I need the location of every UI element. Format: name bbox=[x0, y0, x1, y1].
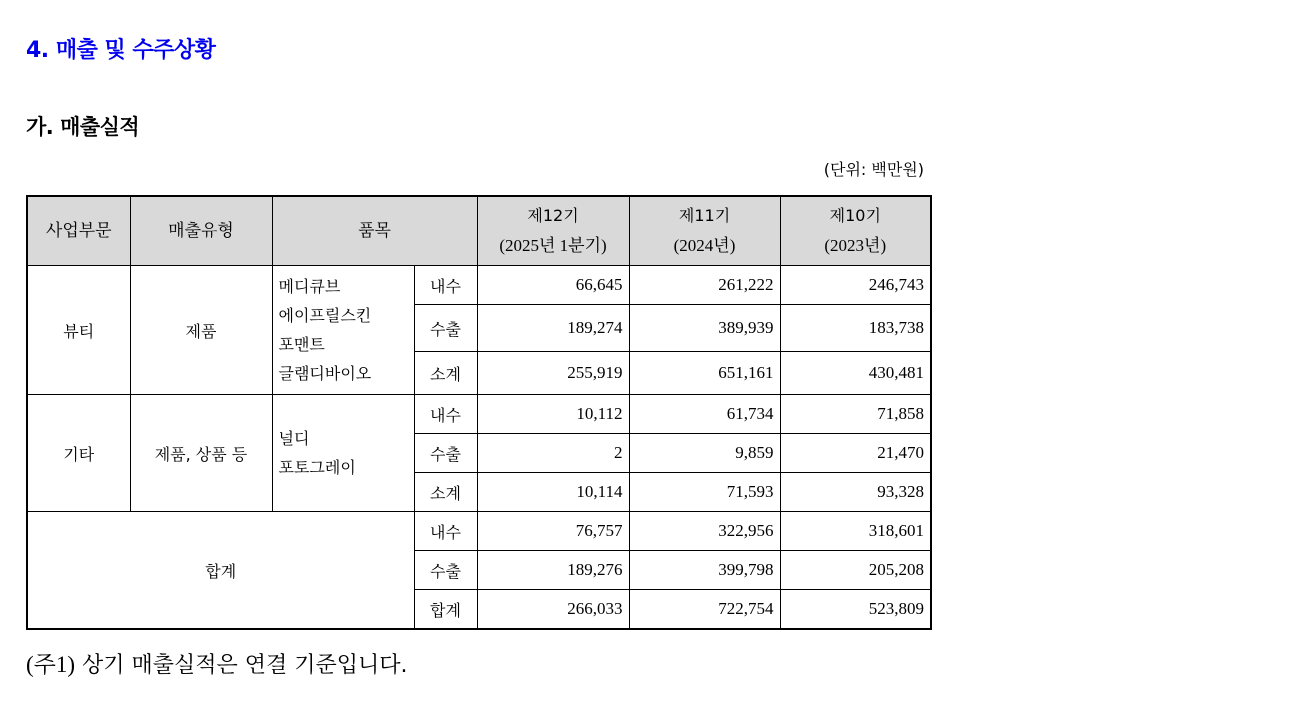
value-cell: 9,859 bbox=[629, 434, 780, 473]
header-period-11 bbox=[629, 196, 780, 266]
value-cell: 266,033 bbox=[477, 590, 629, 630]
table-row bbox=[27, 512, 931, 551]
value-cell: 21,470 bbox=[780, 434, 931, 473]
row-type: 수출 bbox=[414, 305, 477, 352]
header-segment: 사업부문 bbox=[27, 196, 130, 266]
header-period-12-sub: (2025년 1분기) bbox=[499, 236, 607, 255]
value-cell: 71,858 bbox=[780, 395, 931, 434]
value-cell: 183,738 bbox=[780, 305, 931, 352]
table-row bbox=[27, 395, 931, 434]
value-cell: 76,757 bbox=[477, 512, 629, 551]
value-cell: 93,328 bbox=[780, 473, 931, 512]
subsection-title: 가. 매출실적 bbox=[26, 115, 140, 139]
value-cell: 722,754 bbox=[629, 590, 780, 630]
value-cell: 205,208 bbox=[780, 551, 931, 590]
segment-beauty: 뷰티 bbox=[27, 266, 130, 395]
row-type: 내수 bbox=[414, 395, 477, 434]
value-cell: 246,743 bbox=[780, 266, 931, 305]
item-name: 널디 bbox=[278, 429, 310, 448]
item-name: 메디큐브 bbox=[278, 277, 341, 296]
value-cell: 71,593 bbox=[629, 473, 780, 512]
row-type: 소계 bbox=[414, 473, 477, 512]
row-type: 내수 bbox=[414, 512, 477, 551]
header-period-12-label: 제12기 bbox=[527, 206, 579, 225]
segment-other: 기타 bbox=[27, 395, 130, 512]
row-type: 내수 bbox=[414, 266, 477, 305]
value-cell: 189,274 bbox=[477, 305, 629, 352]
value-cell: 322,956 bbox=[629, 512, 780, 551]
value-cell: 2 bbox=[477, 434, 629, 473]
table-row bbox=[27, 266, 931, 305]
value-cell: 255,919 bbox=[477, 352, 629, 395]
footnote-text: 상기 매출실적은 연결 기준입니다. bbox=[75, 653, 408, 678]
sales-type-beauty: 제품 bbox=[130, 266, 272, 395]
footnote-prefix: (주1) bbox=[26, 652, 76, 677]
value-cell: 189,276 bbox=[477, 551, 629, 590]
items-other bbox=[272, 395, 414, 512]
value-cell: 261,222 bbox=[629, 266, 780, 305]
value-cell: 430,481 bbox=[780, 352, 931, 395]
header-items: 품목 bbox=[272, 196, 477, 266]
value-cell: 399,798 bbox=[629, 551, 780, 590]
item-name: 에이프릴스킨 bbox=[278, 306, 372, 325]
row-type: 수출 bbox=[414, 551, 477, 590]
section-title: 4. 매출 및 수주상황 bbox=[26, 38, 216, 63]
header-row bbox=[27, 196, 931, 266]
header-period-12 bbox=[477, 196, 629, 266]
item-name: 포맨트 bbox=[278, 335, 325, 354]
row-type: 수출 bbox=[414, 434, 477, 473]
header-period-11-sub: (2024년) bbox=[673, 236, 736, 255]
row-type: 소계 bbox=[414, 352, 477, 395]
header-period-10-sub: (2023년) bbox=[824, 236, 887, 255]
row-type: 합계 bbox=[414, 590, 477, 630]
sales-type-other: 제품, 상품 등 bbox=[130, 395, 272, 512]
value-cell: 61,734 bbox=[629, 395, 780, 434]
unit-label: (단위: 백만원) bbox=[823, 160, 924, 179]
header-period-10-label: 제10기 bbox=[829, 206, 881, 225]
value-cell: 389,939 bbox=[629, 305, 780, 352]
items-beauty bbox=[272, 266, 414, 395]
value-cell: 66,645 bbox=[477, 266, 629, 305]
value-cell: 10,114 bbox=[477, 473, 629, 512]
footnote bbox=[26, 646, 408, 679]
value-cell: 10,112 bbox=[477, 395, 629, 434]
value-cell: 523,809 bbox=[780, 590, 931, 630]
header-period-10 bbox=[780, 196, 931, 266]
value-cell: 651,161 bbox=[629, 352, 780, 395]
sales-table bbox=[26, 195, 932, 630]
value-cell: 318,601 bbox=[780, 512, 931, 551]
total-label: 합계 bbox=[27, 512, 414, 630]
header-period-11-label: 제11기 bbox=[678, 206, 731, 225]
header-sales-type: 매출유형 bbox=[130, 196, 272, 266]
item-name: 글램디바이오 bbox=[278, 364, 372, 383]
item-name: 포토그레이 bbox=[278, 458, 356, 477]
